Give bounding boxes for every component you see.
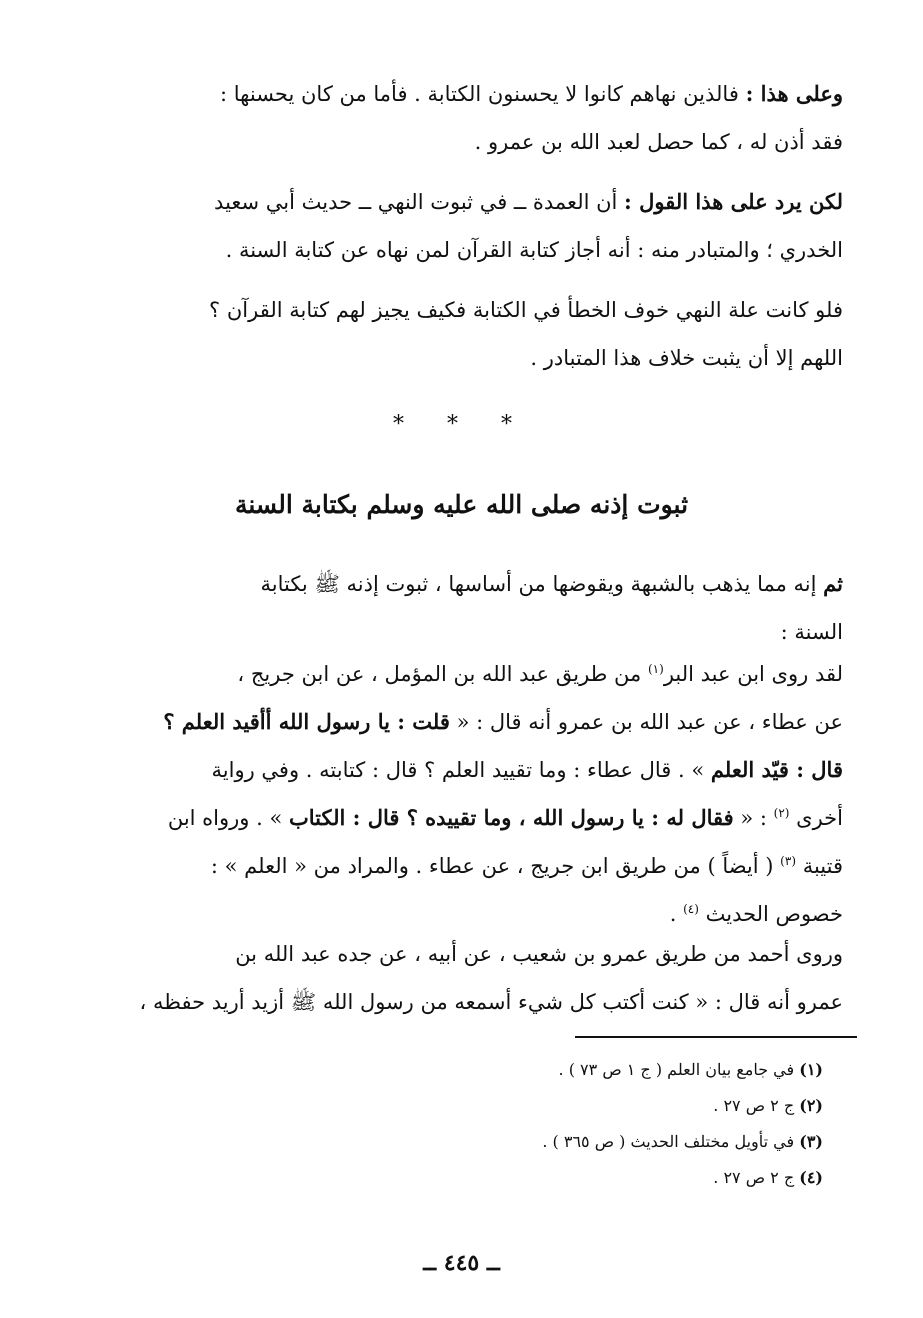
footnote-4: (٤) ج ٢ ص ٢٧ . (713, 1168, 823, 1187)
footnote-divider (575, 1036, 857, 1038)
section-heading: ثبوت إذنه صلى الله عليه وسلم بكتابة السنة (234, 490, 689, 519)
hadith-quote: قلت : يا رسول الله أأقيد العلم ؟ (163, 709, 450, 734)
paragraph-6 (83, 930, 843, 1026)
bold-lead: وعلى هذا : (745, 81, 843, 106)
paragraph-2-line-1: لكن يرد على هذا القول : أن العمدة ــ في ثبوت النهي ــ حديث أبي سعيد (214, 189, 843, 214)
paragraph-3-line-1: فلو كانت علة النهي خوف الخطأ في الكتابة فكيف يجيز لهم كتابة القرآن ؟ (209, 298, 843, 322)
paragraph-1 (83, 70, 843, 166)
paragraph-2 (83, 178, 843, 274)
bold-lead: ثم (823, 571, 843, 596)
paragraph-4 (83, 560, 843, 656)
paragraph-5-line-5: قتيبة $^{(٣)}$ ( أيضاً ) من طريق ابن جريج ، عن عطاء . والمراد من « العلم » : (210, 854, 843, 878)
section-separator: * * * (393, 412, 530, 437)
paragraph-3 (83, 286, 843, 382)
paragraph-5-line-3: قال : قيّد العلم » . قال عطاء : وما تقييد العلم ؟ قال : كتابته . وفي رواية (211, 757, 843, 782)
paragraph-6-line-1: وروى أحمد من طريق عمرو بن شعيب ، عن أبيه ، عن جده عبد الله بن (235, 942, 843, 966)
footnote-ref-2: (٢) (773, 806, 790, 820)
footnote-ref-1: (١) (647, 662, 664, 676)
paragraph-6-line-2: عمرو أنه قال : « كنت أكتب كل شيء أسمعه من رسول الله ﷺ أزيد أريد حفظه ، (139, 990, 843, 1014)
paragraph-5-line-4: أخرى $^{(٢)}$ : « فقال له : يا رسول الله ، وما تقييده ؟ قال : الكتاب » . ورواه ابن (167, 805, 843, 830)
paragraph-2-line-2: الخدري ؛ والمتبادر منه : أنه أجاز كتابة القرآن لمن نهاه عن كتابة السنة . (225, 238, 843, 262)
paragraph-4-line-2: السنة : (780, 620, 843, 644)
page-number: ــ ٤٤٥ ــ (423, 1250, 500, 1276)
footnote-3: (٣) في تأويل مختلف الحديث ( ص ٣٦٥ ) . (542, 1132, 823, 1151)
hadith-quote: قال : قيّد العلم (710, 757, 843, 782)
footnote-ref-3: (٣) (780, 854, 796, 868)
footnote-ref-4: (٤) (683, 902, 699, 916)
footnote-2: (٢) ج ٢ ص ٢٧ . (713, 1096, 823, 1115)
paragraph-1-line-1: وعلى هذا : فالذين نهاهم كانوا لا يحسنون الكتابة . فأما من كان يحسنها : (220, 81, 843, 106)
paragraph-3-line-2: اللهم إلا أن يثبت خلاف هذا المتبادر . (530, 346, 843, 370)
footnotes (123, 1052, 823, 1196)
hadith-quote: فقال له : يا رسول الله ، وما تقييده ؟ قال : الكتاب (289, 805, 734, 830)
paragraph-5 (83, 650, 843, 938)
paragraph-4-line-1: ثم إنه مما يذهب بالشبهة ويقوضها من أساسها ، ثبوت إذنه ﷺ بكتابة (260, 571, 843, 596)
paragraph-5-line-6: خصوص الحديث $^{(٤)}$ . (669, 902, 843, 926)
paragraph-1-line-2: فقد أذن له ، كما حصل لعبد الله بن عمرو . (474, 130, 843, 154)
paragraph-5-line-1: لقد روى ابن عبد البر$^{(١)}$ من طريق عبد الله بن المؤمل ، عن ابن جريج ، (237, 662, 843, 686)
bold-lead: لكن يرد على هذا القول : (624, 189, 843, 214)
footnote-1: (١) في جامع بيان العلم ( ج ١ ص ٧٣ ) . (558, 1060, 823, 1079)
paragraph-5-line-2: عن عطاء ، عن عبد الله بن عمرو أنه قال : « قلت : يا رسول الله أأقيد العلم ؟ (163, 709, 843, 734)
